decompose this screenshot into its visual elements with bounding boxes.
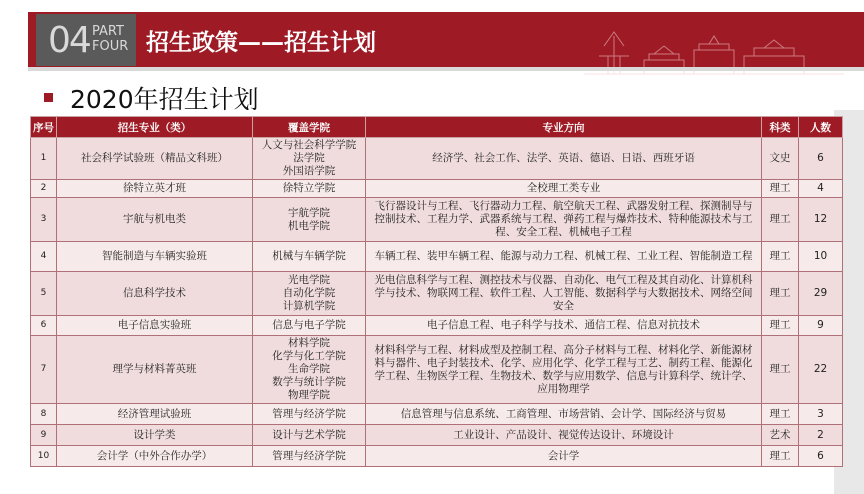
header-divider — [28, 67, 864, 71]
row-index: 3 — [31, 198, 57, 242]
row-count: 12 — [799, 198, 843, 242]
row-direction — [366, 272, 762, 316]
row-major: 电子信息实验班 — [57, 316, 253, 336]
row-major: 经济管理试验班 — [57, 404, 253, 425]
row-major: 社会科学试验班（精品文科班） — [57, 138, 253, 180]
section-bullet-icon — [44, 93, 53, 102]
header-count: 人数 — [799, 117, 843, 138]
row-index: 10 — [31, 446, 57, 467]
header-colleges: 覆盖学院 — [253, 117, 366, 138]
row-colleges — [253, 138, 366, 180]
row-subject: 理工 — [762, 180, 799, 198]
row-major: 宇航与机电类 — [57, 198, 253, 242]
row-colleges — [253, 404, 366, 425]
row-count: 22 — [799, 336, 843, 404]
row-count: 9 — [799, 316, 843, 336]
table-row — [31, 446, 843, 467]
row-count: 6 — [799, 138, 843, 180]
part-label — [92, 24, 128, 54]
row-colleges — [253, 180, 366, 198]
row-colleges — [253, 316, 366, 336]
row-direction — [366, 198, 762, 242]
college-line: 材料学院 — [288, 337, 330, 349]
row-direction — [366, 138, 762, 180]
college-line: 设计与艺术学院 — [272, 428, 346, 441]
row-subject: 理工 — [762, 446, 799, 467]
row-count: 4 — [799, 180, 843, 198]
row-major: 信息科学技术 — [57, 272, 253, 316]
direction-line: 程、安全工程、机械电子工程 — [495, 226, 632, 238]
header-subject: 科类 — [762, 117, 799, 138]
row-colleges — [253, 198, 366, 242]
row-direction — [366, 336, 762, 404]
direction-line: 安全 — [553, 300, 574, 312]
row-major: 智能制造与车辆实验班 — [57, 242, 253, 272]
row-index: 8 — [31, 404, 57, 425]
college-line: 机电学院 — [288, 219, 330, 232]
direction-line: 车辆工程、装甲车辆工程、能源与动力工程、机械工程、工业工程、智能制造工程 — [374, 250, 753, 262]
college-line: 生命学院 — [288, 363, 330, 375]
direction-line: 经济学、社会工作、法学、英语、德语、日语、西班牙语 — [432, 152, 695, 164]
part-label-line2: FOUR — [92, 39, 129, 54]
table-header-row — [31, 117, 843, 138]
header-banner — [28, 12, 864, 68]
college-line: 宇航学院 — [288, 206, 330, 219]
enrollment-plan-table — [30, 116, 843, 467]
part-label-line1: PART — [92, 24, 124, 39]
college-line: 化学与化工学院 — [272, 350, 346, 362]
table-row — [31, 316, 843, 336]
row-count: 3 — [799, 404, 843, 425]
row-major: 会计学（中外合作办学） — [57, 446, 253, 467]
row-major: 设计学类 — [57, 425, 253, 446]
table-row — [31, 336, 843, 404]
row-index: 9 — [31, 425, 57, 446]
part-badge — [36, 14, 136, 66]
row-count: 6 — [799, 446, 843, 467]
row-subject: 理工 — [762, 242, 799, 272]
row-subject: 理工 — [762, 316, 799, 336]
direction-line: 应用物理学 — [537, 382, 590, 395]
row-subject: 理工 — [762, 198, 799, 242]
row-major: 徐特立英才班 — [57, 180, 253, 198]
college-line: 管理与经济学院 — [272, 407, 346, 420]
row-direction — [366, 404, 762, 425]
direction-line: 学工程、生物医学工程、生物技术、数学与应用数学、信息与计算科学、统计学、 — [374, 369, 753, 382]
college-line: 管理与经济学院 — [272, 449, 346, 462]
header-major: 招生专业（类） — [57, 117, 253, 138]
row-count: 2 — [799, 425, 843, 446]
row-subject: 理工 — [762, 404, 799, 425]
college-line: 机械与车辆学院 — [272, 250, 346, 262]
table-row — [31, 404, 843, 425]
direction-line: 光电信息科学与工程、测控技术与仪器、自动化、电气工程及其自动化、计算机科 — [374, 274, 753, 286]
direction-line: 信息管理与信息系统、工商管理、市场营销、会计学、国际经济与贸易 — [400, 407, 727, 420]
college-line: 物理学院 — [288, 389, 330, 401]
part-number: 04 — [48, 20, 90, 61]
row-subject: 理工 — [762, 272, 799, 316]
row-index: 6 — [31, 316, 57, 336]
direction-line: 控制技术、工程力学、武器系统与工程、弹药工程与爆炸技术、特种能源技术与工 — [374, 213, 753, 225]
college-line: 徐特立学院 — [282, 182, 336, 194]
college-line: 法学院 — [293, 152, 325, 164]
row-colleges — [253, 336, 366, 404]
row-index: 5 — [31, 272, 57, 316]
college-line: 数学与统计学院 — [272, 376, 346, 388]
row-direction — [366, 425, 762, 446]
table-row — [31, 272, 843, 316]
college-line: 光电学院 — [288, 274, 330, 286]
table-row — [31, 138, 843, 180]
college-line: 外国语学院 — [282, 165, 336, 177]
direction-line: 全校理工类专业 — [526, 182, 601, 194]
row-major: 理学与材料菁英班 — [57, 336, 253, 404]
college-line: 自动化学院 — [282, 287, 336, 299]
direction-line: 电子信息工程、电子科学与技术、通信工程、信息对抗技术 — [427, 319, 700, 331]
table-row — [31, 198, 843, 242]
direction-line: 会计学 — [547, 449, 580, 462]
row-subject: 文史 — [762, 138, 799, 180]
row-index: 4 — [31, 242, 57, 272]
row-direction — [366, 242, 762, 272]
row-direction — [366, 180, 762, 198]
row-direction — [366, 446, 762, 467]
header-index: 序号 — [31, 117, 57, 138]
direction-line: 料与器件、电子封装技术、化学、应用化学、化学工程与工艺、制药工程、能源化 — [374, 356, 753, 369]
row-colleges — [253, 425, 366, 446]
header-direction: 专业方向 — [366, 117, 762, 138]
table-row — [31, 242, 843, 272]
college-line: 信息与电子学院 — [272, 319, 346, 331]
header-title: 招生政策——招生计划 — [146, 30, 376, 56]
row-colleges — [253, 242, 366, 272]
direction-line: 学与技术、物联网工程、软件工程、人工智能、数据科学与大数据技术、网络空间 — [374, 287, 753, 299]
table-row — [31, 425, 843, 446]
row-index: 7 — [31, 336, 57, 404]
college-line: 计算机学院 — [282, 300, 336, 312]
row-index: 2 — [31, 180, 57, 198]
row-colleges — [253, 272, 366, 316]
row-colleges — [253, 446, 366, 467]
college-line: 人文与社会科学学院 — [261, 139, 357, 151]
row-index: 1 — [31, 138, 57, 180]
row-subject: 艺术 — [762, 425, 799, 446]
table-row — [31, 180, 843, 198]
direction-line: 飞行器设计与工程、飞行器动力工程、航空航天工程、武器发射工程、探测制导与 — [374, 200, 753, 212]
row-direction — [366, 316, 762, 336]
section-title: 2020年招生计划 — [70, 85, 259, 114]
row-count: 29 — [799, 272, 843, 316]
row-count: 10 — [799, 242, 843, 272]
row-subject: 理工 — [762, 336, 799, 404]
direction-line: 材料科学与工程、材料成型及控制工程、高分子材料与工程、材料化学、新能源材 — [374, 343, 753, 356]
direction-line: 工业设计、产品设计、视觉传达设计、环境设计 — [453, 428, 674, 441]
